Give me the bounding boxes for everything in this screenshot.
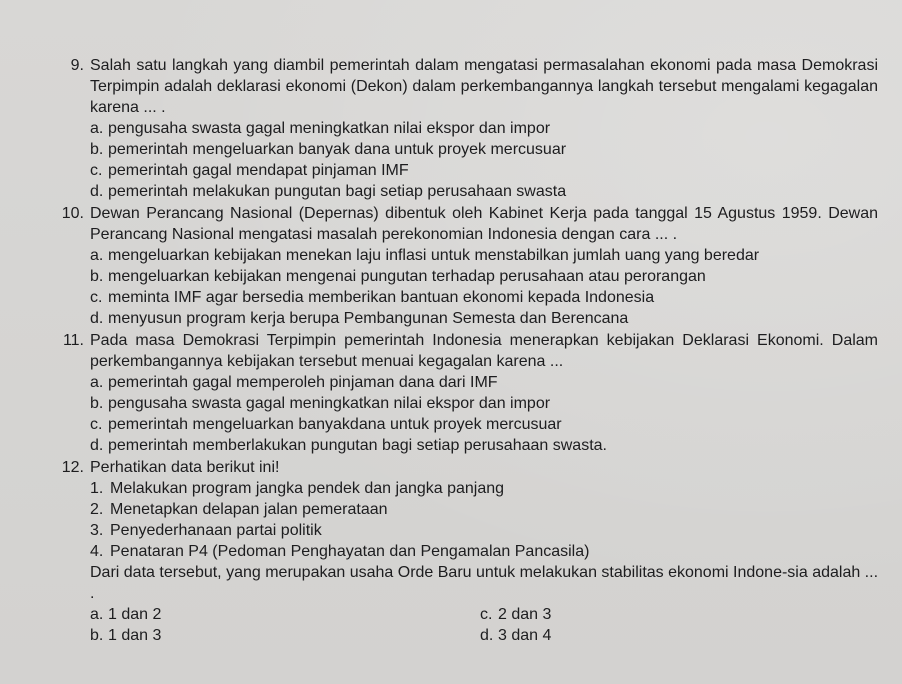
option-c[interactable] [90,414,878,435]
option-text: 1 dan 3 [108,627,162,644]
option-list [90,245,878,329]
option-text: 2 dan 3 [498,606,552,623]
option-a[interactable] [90,604,480,625]
option-a[interactable] [90,372,878,393]
question-text: Salah satu langkah yang diambil pemerintah dalam mengatasi permasalahan ekonomi pada masa Demokrasi Terpimpin adalah deklarasi ekonomi (Dekon) dalam perkembangannya langkah tersebut mengalami kegagalan karena ... . [90,57,878,116]
option-letter: a. [90,247,104,264]
question-11 [62,330,878,456]
option-text: menyusun program kerja berupa Pembangunan Semesta dan Berencana [108,310,629,327]
list-item-number: 2. [90,501,104,518]
option-letter: c. [480,606,493,623]
list-item [90,499,878,520]
option-text: pemerintah mengeluarkan banyakdana untuk proyek mercusuar [108,416,562,433]
option-letter: c. [90,289,103,306]
list-item-text: Melakukan program jangka pendek dan jangka panjang [110,480,505,497]
option-text: pemerintah mengeluarkan banyak dana untuk proyek mercusuar [108,141,567,158]
option-letter: a. [90,606,104,623]
list-item-text: Penyederhanaan partai politik [110,522,322,539]
question-text: Dewan Perancang Nasional (Depernas) dibentuk oleh Kabinet Kerja pada tanggal 15 Agustus 1959. Dewan Perancang Nasional mengatasi masalah perekonomian Indonesia dengan cara ... . [90,205,878,243]
option-d[interactable] [90,308,878,329]
option-text: mengeluarkan kebijakan menekan laju inflasi untuk menstabilkan jumlah uang yang beredar [108,247,760,264]
option-text: 1 dan 2 [108,606,162,623]
option-text: pemerintah gagal memperoleh pinjaman dana dari IMF [108,374,498,391]
option-letter: c. [90,416,103,433]
list-item [90,520,878,541]
option-b[interactable] [90,625,480,646]
option-list [90,118,878,202]
option-list [90,372,878,456]
option-letter: b. [90,395,104,412]
option-text: 3 dan 4 [498,627,552,644]
list-item [90,478,878,499]
option-text: pemerintah memberlakukan pungutan bagi setiap perusahaan swasta. [108,437,607,454]
option-letter: d. [90,183,104,200]
option-a[interactable] [90,245,878,266]
option-d[interactable] [90,435,878,456]
list-item-text: Penataran P4 (Pedoman Penghayatan dan Pengamalan Pancasila) [110,543,590,560]
question-9 [62,55,878,202]
option-letter: b. [90,141,104,158]
question-12 [62,457,878,646]
option-text: pengusaha swasta gagal meningkatkan nilai ekspor dan impor [108,395,551,412]
option-letter: a. [90,120,104,137]
question-stem: Dari data tersebut, yang merupakan usaha Orde Baru untuk melakukan stabilitas ekonomi Indone-sia adalah ... . [90,564,879,602]
option-text: mengeluarkan kebijakan mengenai pungutan terhadap perusahaan atau perorangan [108,268,706,285]
option-c[interactable] [90,160,878,181]
option-letter: c. [90,162,103,179]
option-letter: b. [90,627,104,644]
question-number: 10. [61,205,84,222]
option-c[interactable] [480,604,878,625]
question-number: 11. [62,332,84,349]
option-text: meminta IMF agar bersedia memberikan bantuan ekonomi kepada Indonesia [108,289,655,306]
question-number: 9. [70,57,84,74]
list-item [90,541,878,562]
question-text: Pada masa Demokrasi Terpimpin pemerintah Indonesia menerapkan kebijakan Deklarasi Ekonomi. Dalam perkembangannya kebijakan tersebut menuai kegagalan karena ... [90,332,878,370]
option-text: pemerintah melakukan pungutan bagi setiap perusahaan swasta [108,183,567,200]
option-letter: b. [90,268,104,285]
question-text: Perhatikan data berikut ini! [90,459,280,476]
option-b[interactable] [90,139,878,160]
option-letter: d. [90,437,104,454]
option-b[interactable] [90,266,878,287]
question-10 [62,203,878,329]
list-item-number: 1. [90,480,104,497]
option-letter: a. [90,374,104,391]
data-list [90,478,878,562]
list-item-number: 3. [90,522,104,539]
option-d[interactable] [90,181,878,202]
option-letter: d. [480,627,494,644]
option-letter: d. [90,310,104,327]
option-c[interactable] [90,287,878,308]
option-b[interactable] [90,393,878,414]
list-item-number: 4. [90,543,104,560]
option-text: pemerintah gagal mendapat pinjaman IMF [108,162,409,179]
list-item-text: Menetapkan delapan jalan pemerataan [110,501,388,518]
option-text: pengusaha swasta gagal meningkatkan nilai ekspor dan impor [108,120,551,137]
option-d[interactable] [480,625,878,646]
option-grid [90,604,878,646]
question-number: 12. [61,459,84,476]
option-a[interactable] [90,118,878,139]
